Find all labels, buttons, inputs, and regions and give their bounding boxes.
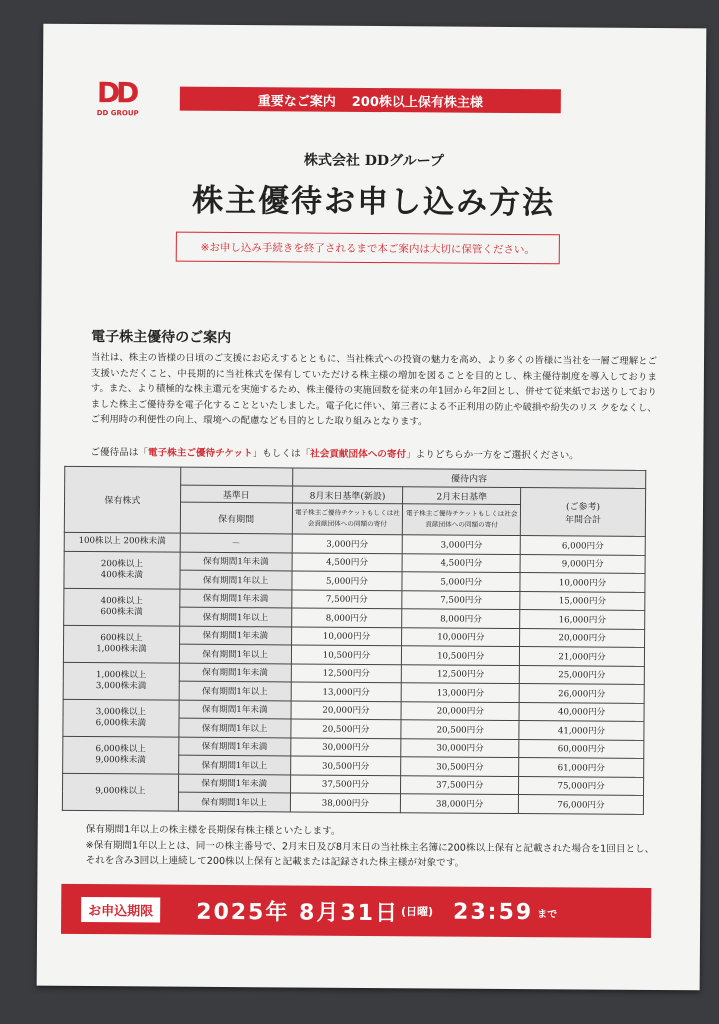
header-august: 8月末日基準(新設) — [292, 486, 403, 504]
period-cell: 保有期間1年未満 — [180, 589, 292, 608]
february-value-cell: 4,500円分 — [402, 553, 520, 572]
august-value-cell: 8,000円分 — [291, 608, 402, 627]
footnote-definition: ※保有期間1年以上とは、同一の株主番号で、2月末日及び8月末日の当社株主名簿に200株以上保有と記載された場合を1回目とし、それを含み3回以上連続して200株以上保有と記載または記録された株主様が対象です。 — [85, 839, 655, 869]
period-cell: 保有期間1年未満 — [179, 626, 291, 645]
period-cell: 保有期間1年未満 — [178, 774, 290, 793]
period-cell: 保有期間1年未満 — [180, 552, 292, 571]
holding-cell: 6,000株以上 9,000株未満 — [63, 736, 179, 774]
february-value-cell: 37,500円分 — [401, 775, 519, 794]
annual-total-cell: 21,000円分 — [520, 647, 645, 666]
annual-total-cell: 20,000円分 — [520, 628, 645, 647]
choice-option-ticket: 電子株主ご優待チケット — [147, 447, 253, 460]
annual-total-cell: 41,000円分 — [519, 721, 644, 740]
period-cell: 保有期間1年以上 — [180, 570, 292, 589]
dd-logo-mark: DD — [96, 76, 136, 110]
header-feb-option: 電子株主ご優待チケットもしくは社会貢献団体への同額の寄付 — [403, 504, 521, 536]
deadline-until: まで — [537, 908, 558, 920]
annual-total-cell: 9,000円分 — [520, 554, 645, 573]
header-february: 2月末日基準 — [403, 487, 521, 505]
august-value-cell: 12,500円分 — [291, 663, 402, 682]
august-value-cell: 4,500円分 — [292, 552, 403, 571]
banner-audience: 200株以上保有株主様 — [351, 94, 483, 111]
february-value-cell: 12,500円分 — [402, 664, 520, 683]
table-row — [64, 625, 645, 648]
header-content: 優待内容 — [292, 468, 646, 488]
holding-cell: 400株以上 600株未満 — [64, 588, 180, 626]
annual-total-cell: 10,000円分 — [520, 573, 645, 592]
deadline-time: 23:59 — [452, 899, 534, 925]
period-cell: － — [180, 533, 292, 552]
period-cell: 保有期間1年以上 — [179, 718, 291, 737]
header-reference: (ご参考) — [566, 501, 601, 513]
deadline-bar — [61, 884, 651, 938]
intro-paragraph: 当社は、株主の皆様の日頃のご支援にお応えするとともに、当社株式への投資の魅力を高め、より多くの皆様に当社を一層ご理解とご支援いただくこと、中長期的に当社株式を保有していただける株主様の増加を図ることを目的とし、株主優待制度を導入しております。また、より積極的な株主還元を実施するため、株主優待の実施回数を従来の年1回から年2回とし、併せて従来紙でお送りしておりました株主ご優待券を電子化することといたしました。電子化に伴い、第三者による不正利用の防止や破損や紛失のリス クをなくし、ご利用時の利便性の向上、環境への配慮なども目的とした取り組みとなります。 — [90, 352, 658, 428]
dd-group-logo — [96, 76, 139, 118]
choice-sentence — [90, 444, 670, 462]
choice-prefix: ご優待品は「 — [90, 447, 148, 459]
february-value-cell: 5,000円分 — [402, 572, 520, 591]
holding-cell: 600株以上 1,000株未満 — [63, 625, 179, 663]
choice-suffix: 」よりどちらか一方をご選択ください。 — [406, 449, 579, 462]
august-value-cell: 37,500円分 — [290, 774, 401, 793]
dd-logo-subtext: DD GROUP — [96, 109, 139, 118]
deadline-weekday: (日曜) — [400, 905, 434, 919]
table-row — [63, 662, 644, 685]
table-row — [63, 736, 644, 759]
august-value-cell: 10,500円分 — [291, 645, 402, 664]
deadline-date: 2025年 8月31日 — [196, 899, 400, 926]
header-aug-option: 電子株主ご優待チケットもしくは社会貢献団体への同額の寄付 — [292, 503, 403, 535]
holding-cell: 1,000株以上 3,000株未満 — [63, 662, 179, 700]
footnote-long-term: 保有期間1年以上の株主様を長期保有株主様といたします。 — [85, 824, 341, 837]
period-cell: 保有期間1年以上 — [179, 681, 291, 700]
february-value-cell: 30,000円分 — [401, 738, 519, 757]
annual-total-cell: 6,000円分 — [520, 536, 645, 555]
table-row — [64, 588, 645, 611]
benefits-table-body — [62, 532, 645, 814]
holding-cell: 3,000株以上 6,000株未満 — [63, 699, 179, 737]
header-base-date: 基準日 — [180, 485, 292, 503]
august-value-cell: 30,000円分 — [290, 737, 401, 756]
period-cell: 保有期間1年以上 — [179, 607, 291, 626]
february-value-cell: 20,500円分 — [401, 720, 519, 739]
february-value-cell: 30,500円分 — [401, 757, 519, 776]
annual-total-cell: 60,000円分 — [519, 739, 644, 758]
annual-total-cell: 25,000円分 — [519, 665, 644, 684]
august-value-cell: 5,000円分 — [291, 571, 402, 590]
period-cell: 保有期間1年未満 — [179, 700, 291, 719]
company-name: 株式会社 DDグループ — [303, 152, 444, 170]
february-value-cell: 8,000円分 — [402, 609, 520, 628]
header-annual — [520, 488, 645, 537]
table-row — [63, 773, 644, 796]
period-cell: 保有期間1年以上 — [178, 755, 290, 774]
section-title: 電子株主優待のご案内 — [91, 329, 232, 347]
period-cell: 保有期間1年未満 — [179, 737, 291, 756]
header-period: 保有期間 — [180, 502, 292, 534]
period-cell: 保有期間1年未満 — [179, 663, 291, 682]
document-paper — [37, 24, 707, 991]
annual-total-cell: 76,000円分 — [519, 795, 644, 814]
holding-cell: 200株以上 400株未満 — [64, 551, 180, 589]
february-value-cell: 7,500円分 — [402, 590, 520, 609]
holding-cell: 9,000株以上 — [62, 773, 178, 811]
february-value-cell: 38,000円分 — [401, 794, 519, 813]
august-value-cell: 3,000円分 — [292, 534, 403, 553]
banner-label: 重要なご案内 — [257, 93, 336, 110]
header-holding: 保有株式 — [64, 466, 180, 533]
important-notice-banner — [180, 87, 561, 114]
august-value-cell: 13,000円分 — [291, 682, 402, 701]
period-cell: 保有期間1年以上 — [179, 644, 291, 663]
annual-total-cell: 26,000円分 — [519, 684, 644, 703]
august-value-cell: 30,500円分 — [290, 756, 401, 775]
period-cell: 保有期間1年以上 — [178, 792, 290, 811]
choice-middle: 」もしくは「 — [252, 448, 311, 460]
page-title: 株主優待お申し込み方法 — [192, 182, 556, 222]
benefits-table — [62, 466, 646, 815]
august-value-cell: 38,000円分 — [290, 793, 401, 812]
holding-cell: 100株以上 200株未満 — [64, 532, 180, 551]
august-value-cell: 20,000円分 — [291, 700, 402, 719]
august-value-cell: 10,000円分 — [291, 626, 402, 645]
august-value-cell: 7,500円分 — [291, 589, 402, 608]
february-value-cell: 13,000円分 — [402, 683, 520, 702]
deadline-label: お申込期限 — [81, 896, 160, 922]
table-row — [63, 699, 644, 722]
february-value-cell: 10,500円分 — [402, 646, 520, 665]
february-value-cell: 20,000円分 — [401, 701, 519, 720]
table-row — [64, 551, 645, 574]
footnote — [85, 822, 660, 873]
annual-total-cell: 40,000円分 — [519, 702, 644, 721]
february-value-cell: 3,000円分 — [403, 535, 521, 554]
annual-total-cell: 16,000円分 — [520, 610, 645, 629]
annual-total-cell: 15,000円分 — [520, 591, 645, 610]
annual-total-cell: 61,000円分 — [519, 758, 644, 777]
header-blank — [180, 467, 292, 486]
august-value-cell: 20,500円分 — [290, 719, 401, 738]
choice-option-donation: 社会貢献団体への寄付 — [310, 448, 407, 461]
keep-notice: ※お申し込み手続きを終了されるまで本ご案内は大切に保管ください。 — [176, 232, 560, 265]
february-value-cell: 10,000円分 — [402, 627, 520, 646]
annual-total-cell: 75,000円分 — [519, 776, 644, 795]
header-annual-total: 年間合計 — [564, 514, 602, 526]
